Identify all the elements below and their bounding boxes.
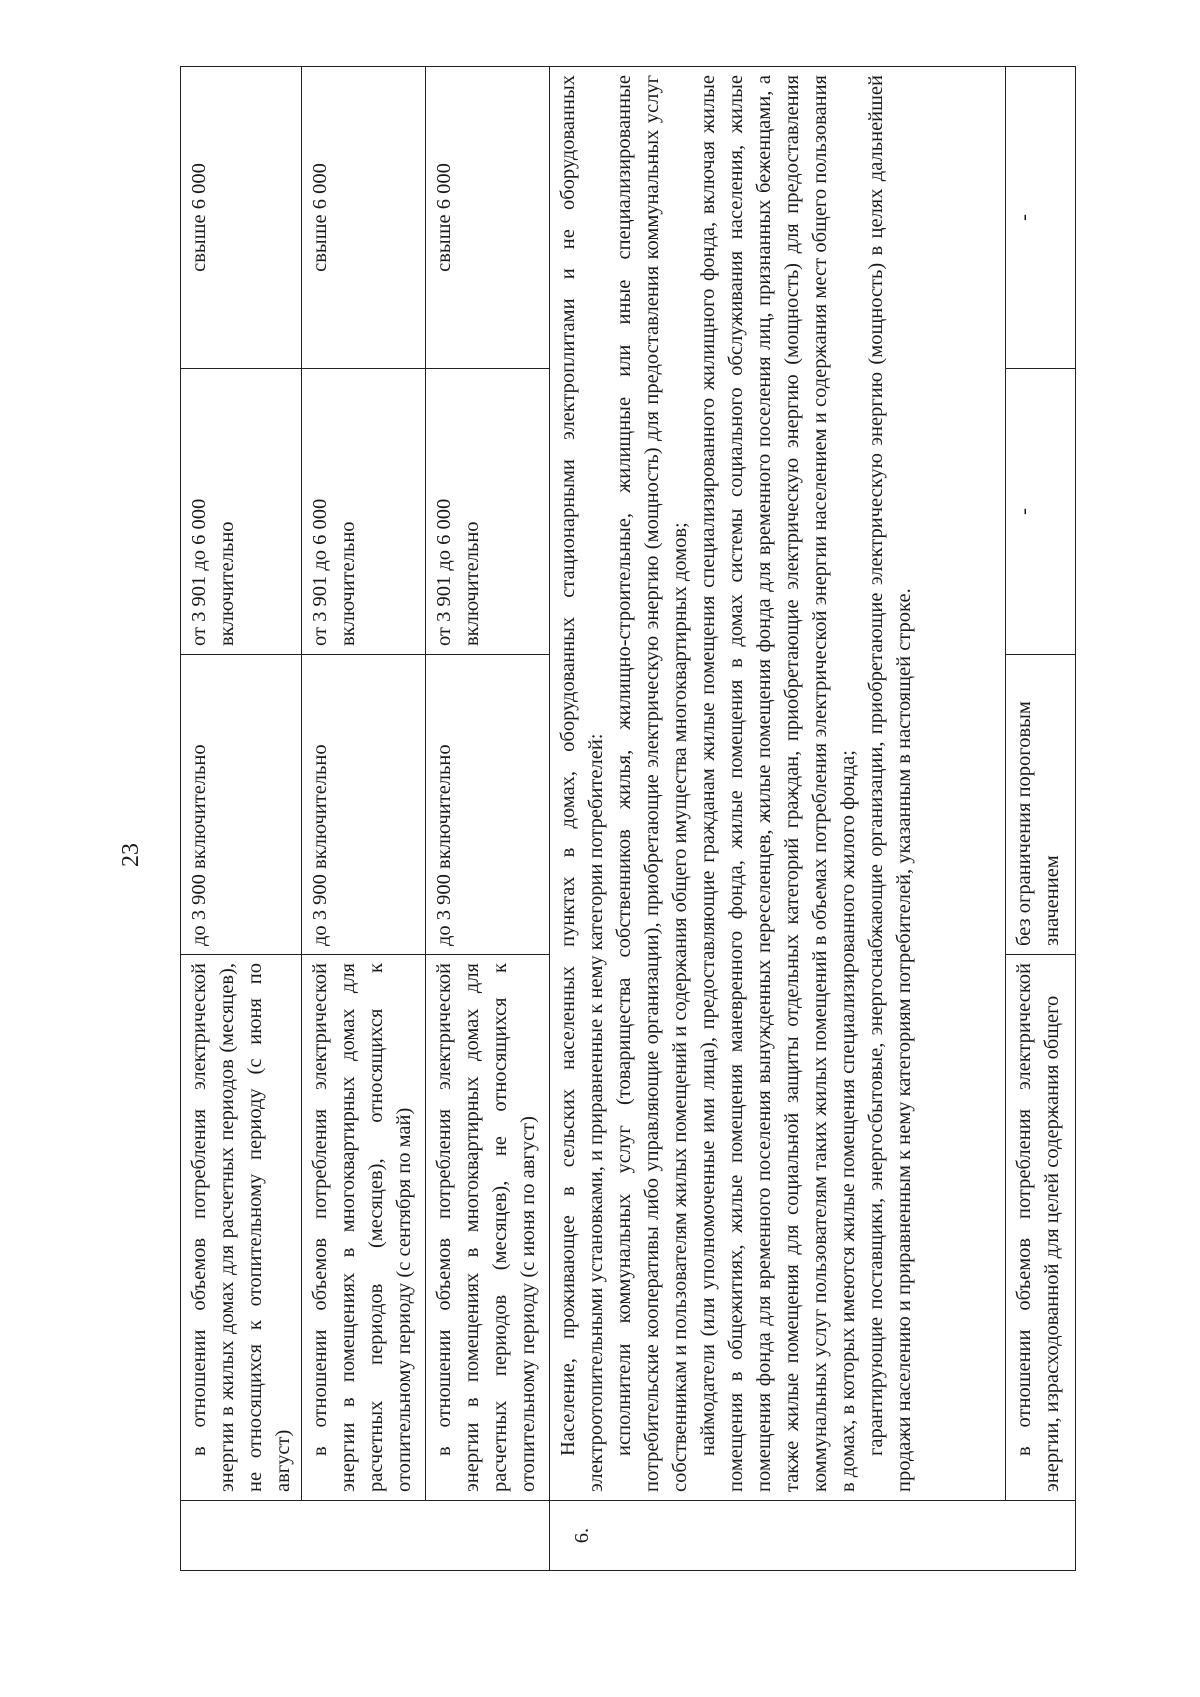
paragraph-population: Население, проживающее в сельских населенных пунктах в домах, оборудованных стационарными электроплитами и не оборудованных электроотопительными установками, и приравненные к нему категории потребителей: [557, 75, 607, 1492]
consumption-description: в отношении объемов потребления электрической энергии в помещениях в многоквартирных домах для расчетных периодов (месяцев), относящихся к отопительному периоду (с сентября по май) [302, 955, 426, 1501]
threshold-range-1: без ограничения пороговым значением [1006, 655, 1076, 955]
row-number-cell: 6. [550, 1501, 1076, 1571]
paragraph-landlords: наймодатели (или уполномоченные ими лица), предоставляющие гражданам жилые помещения специализированного жилищного фонда, включая жилые помещения в общежитиях, жилые помещения маневренного фонда, жилые помещения в домах системы социального обслуживания населения, жилые помещения фонда для временного поселения вынужденных переселенцев, жилые помещения фонда для временного поселения лиц, признанных беженцами, а также жилые помещения для социальной защиты отдельных категорий граждан, приобретающие электрическую энергию (мощность) для предоставления коммунальных услуг пользователям таких жилых помещений в объемах потребления электрической энергии населением и содержания мест общего пользования в домах, в которых имеются жилые помещения специализированного жилого фонда; [697, 75, 859, 1492]
consumption-description: в отношении объемов потребления электрической энергии, израсходованной для целей содержания общего [1006, 955, 1076, 1501]
threshold-range-3: - [1006, 67, 1076, 369]
threshold-range-3: свыше 6 000 [302, 67, 426, 369]
threshold-range-2: от 3 901 до 6 000 включительно [302, 369, 426, 655]
consumption-description: в отношении объемов потребления электрической энергии в помещениях в многоквартирных домах для расчетных периодов (месяцев), не относящихся к отопительному периоду (с июня по август) [426, 955, 550, 1501]
paragraph-utility-providers: исполнители коммунальных услуг (товарищества собственников жилья, жилищно-строительные, жилищные или иные специализированные потребительские кооперативы либо управляющие организации), приобретающие электрическую энергию (мощность) для предоставления коммунальных услуг собственникам и пользователям жилых помещений и содержания общего имущества многоквартирных домов; [613, 75, 691, 1492]
table-row [181, 67, 302, 1571]
row-number-cell [181, 1501, 550, 1571]
category-description-cell [550, 67, 1006, 1501]
paragraph-suppliers: гарантирующие поставщики, энергосбытовые, энергоснабжающие организации, приобретающие электрическую энергию (мощность) в целях дальнейшей продажи населению и приравненным к нему категориям потребителей, указанным в настоящей строке. [865, 75, 915, 1492]
tariff-table [180, 66, 1076, 1571]
threshold-range-1: до 3 900 включительно [302, 655, 426, 955]
threshold-range-1: до 3 900 включительно [181, 655, 302, 955]
threshold-range-2: от 3 901 до 6 000 включительно [426, 369, 550, 655]
threshold-range-3: свыше 6 000 [426, 67, 550, 369]
threshold-range-1: до 3 900 включительно [426, 655, 550, 955]
threshold-range-2: - [1006, 369, 1076, 655]
page-number: 23 [118, 843, 144, 867]
table-row [1006, 67, 1076, 1571]
table-row [426, 67, 550, 1571]
threshold-range-3: свыше 6 000 [181, 67, 302, 369]
consumption-description: в отношении объемов потребления электрической энергии в жилых домах для расчетных периодов (месяцев), не относящихся к отопительному периоду (с июня по август) [181, 955, 302, 1501]
table-row [302, 67, 426, 1571]
threshold-range-2: от 3 901 до 6 000 включительно [181, 369, 302, 655]
table-row [550, 67, 1006, 1571]
